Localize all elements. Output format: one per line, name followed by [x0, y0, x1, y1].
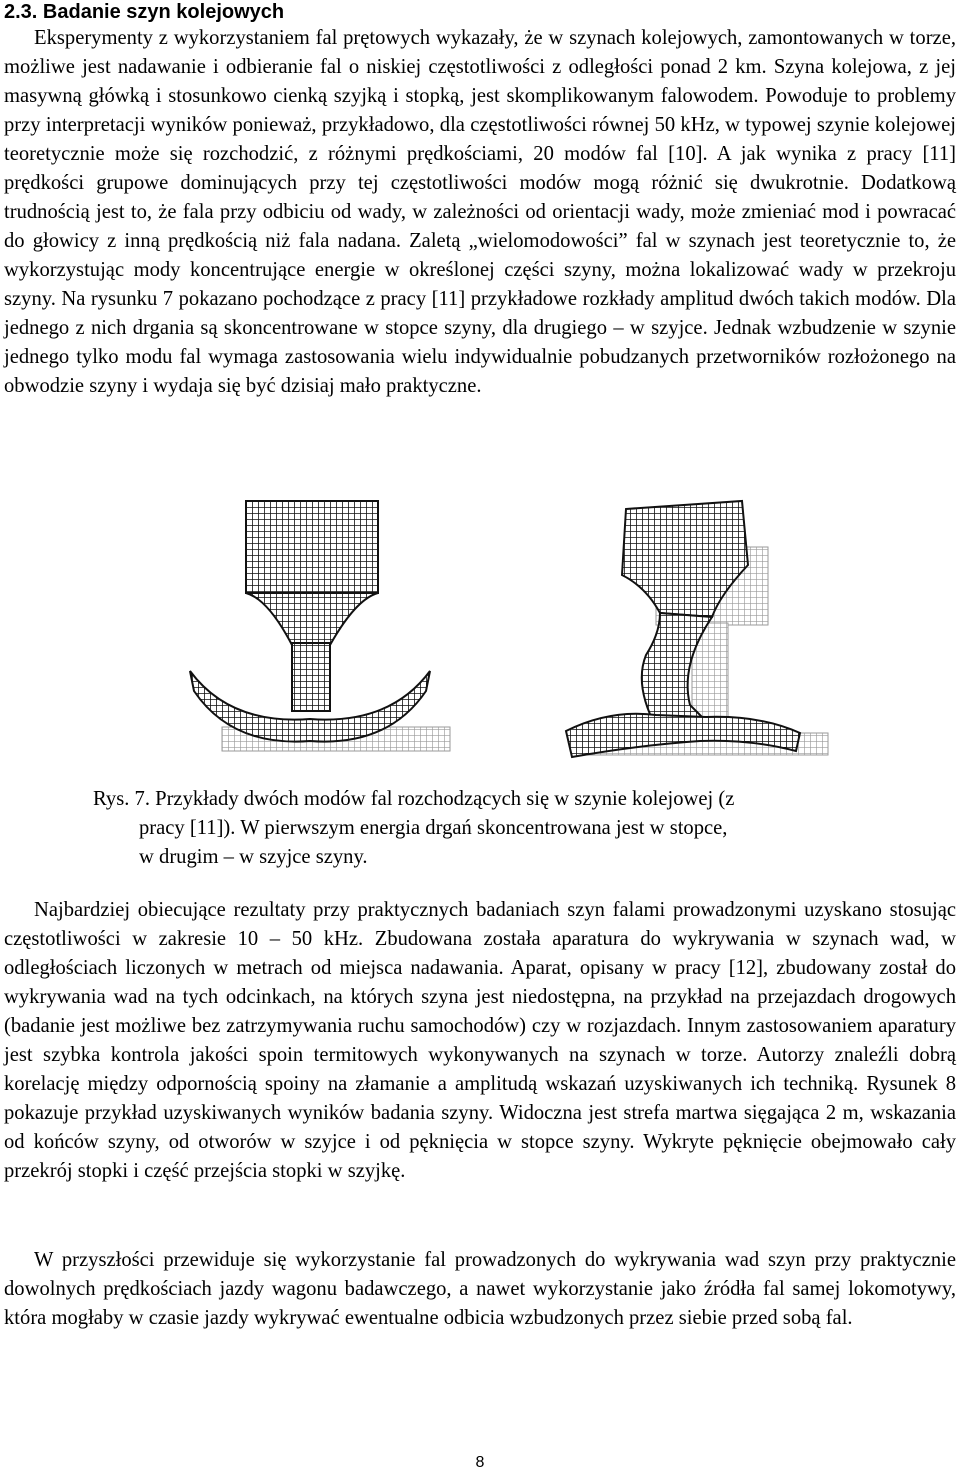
page-number: 8 [475, 1454, 485, 1471]
mode-foot-drawing [190, 501, 450, 751]
paragraph-3: W przyszłości przewiduje się wykorzystanie fal prowadzonych do wykrywania wad szyn przy praktycznie dowolnych prędkościach jazdy wagonu badawczego, a nawet wykorzystanie jako źródła fal samej lokomotywy, która mogłaby w czasie jazdy wykrywać ewentualne odbicia wzbudzonych przez siebie przed sobą fal. [4, 1249, 956, 1329]
caption-line-1: Rys. 7. Przykłady dwóch modów fal rozchodzących się w szynie kolejowej (z [93, 788, 735, 810]
paragraph-1: Eksperymenty z wykorzystaniem fal prętowych wykazały, że w szynach kolejowych, zamontowanych w torze, możliwe jest nadawanie i odbieranie fal o niskiej częstotliwości z odległości ponad 2 km. Szyna kolejowa, z jej masywną główką i stosunkowo cienką szyjką i stopką, jest skomplikowanym falowodem. Powoduje to problemy przy interpretacji wyników ponieważ, przykładowo, dla częstotliwości równej 50 kHz, w typowej szynie kolejowej teoretycznie może się rozchodzić, z różnymi prędkościami, 20 modów fal [10]. A jak wynika z pracy [11] prędkości grupowe dominujących przy tej częstotliwości modów mogą różnić się dwukrotnie. Dodatkową trudnością jest to, że fala przy odbiciu od wady, w zależności od orientacji wady, może zmieniać mod i powracać do głowicy z inną prędkością niż fala nadana. Zaletą „wielomodowości” fal w szynach jest teoretycznie to, że wykorzystując mody koncentrujące energie w określonej części szyny, można lokalizować wady w przekroju szyny. Na rysunku 7 pokazano pochodzące z pracy [11] przykładowe rozkłady amplitud dwóch takich modów. Dla jednego z nich drgania są skoncentrowane w stopce szyny, dla drugiego – w szyjce. Jednak wzbudzenie w szynie jednego tylko modu fal wymaga zastosowania wielu indywidualnie pobudzanych przetworników rozłożonego na obwodzie szyny i wydaja się być dzisiaj mało praktyczne. [4, 27, 956, 397]
figure-caption [93, 785, 873, 872]
paragraph-2: Najbardziej obiecujące rezultaty przy praktycznych badaniach szyn falami prowadzonymi uzyskano stosując częstotliwości w zakresie 10 – 50 kHz. Zbudowana została aparatura do wykrywania w szynach wad, w odległościach liczonych w metrach od miejsca nadawania. Aparat, opisany w pracy [12], zbudowany został do wykrywania wad na tych odcinkach, na których szyna jest niedostępna, na przykład na przejazdach drogowych (badanie jest możliwe bez zatrzymywania ruchu samochodów) czy w rozjazdach. Innym zastosowaniem aparatury jest szybka kontrola jakości spoin termitowych wykonywanych na szynach w torze. Autorzy znaleźli dobrą korelację między odpornością spoiny na złamanie a amplitudą wskazań uzyskiwanych ich techniką. Rysunek 8 pokazuje przykład uzyskiwanych wyników badania szyny. Widoczna jest strefa martwa sięgająca 2 m, wskazania od końców szyny, od otworów w szyjce i od pęknięcia w stopce szyny. Wykryte pęknięcie obejmowało cały przekrój stopki i część przejścia stopki w szyjkę. [4, 899, 956, 1182]
figure-rail-modes [0, 495, 960, 775]
mode-web-drawing [566, 501, 828, 757]
section-heading: 2.3. Badanie szyn kolejowych [4, 1, 285, 23]
caption-line-2: pracy [11]). W pierwszym energia drgań skoncentrowana jest w stopce, [139, 817, 728, 839]
caption-line-3: w drugim – w szyjce szyny. [139, 846, 368, 868]
figure-mesh-drawings [0, 495, 960, 775]
